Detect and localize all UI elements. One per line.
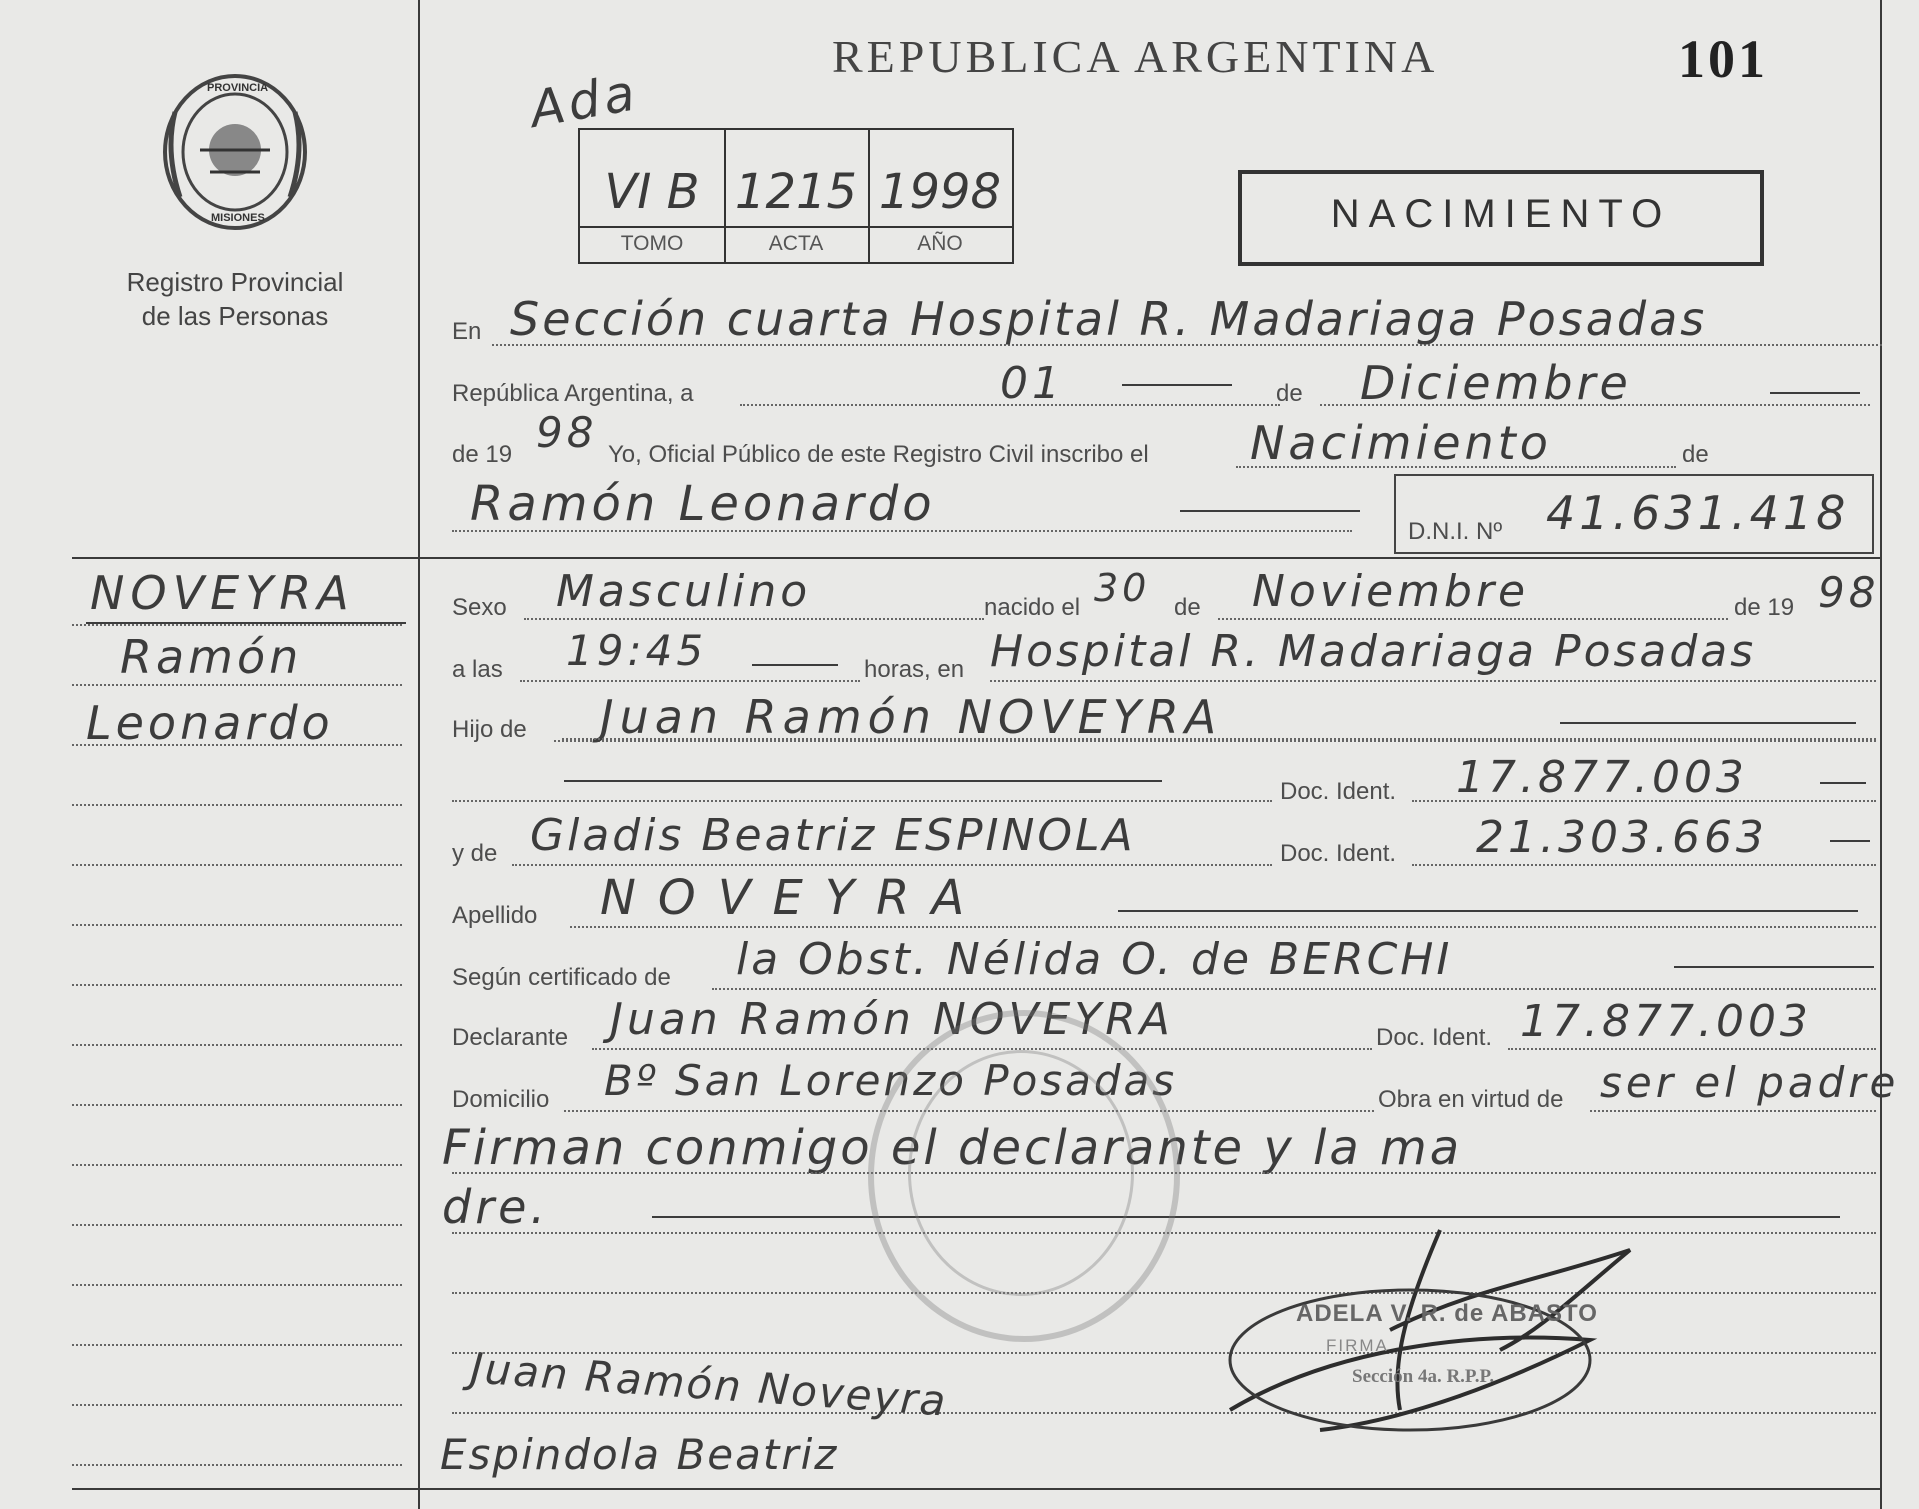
stamp-inner-ring [908,1050,1134,1296]
anio-value: 1998 [878,164,1002,220]
dash-dia [1122,384,1232,386]
mother-signature: Espindola Beatriz [440,1430,839,1479]
label-nacido-el: nacido el [984,594,1081,621]
registry-name-line2: de las Personas [141,301,329,331]
official-stamp-line3: Sección 4a. R.P.P. [1352,1366,1495,1387]
label-horas-en: horas, en [864,656,965,683]
label-hijo-de: Hijo de [452,716,527,743]
label-doc-ident-2: Doc. Ident. [1280,840,1397,867]
dash-apellido [1118,910,1858,912]
label-yo-oficial: Yo, Oficial Público de este Registro Civil inscribo el [608,441,1149,468]
value-texto-1: Firman conmigo el declarante y la ma [442,1120,1463,1176]
margin-dotted-4 [72,804,402,806]
label-sexo: Sexo [452,594,507,621]
value-dia-nac: 30 [1094,566,1151,610]
tomo-label: TOMO [580,226,724,260]
margin-dotted-11 [72,1224,402,1226]
value-texto-2: dre. [442,1180,550,1234]
province-seal [155,72,315,232]
document-type: NACIMIENTO [1330,192,1672,236]
acta-cell [724,130,870,262]
value-acto: Nacimiento [1250,416,1552,470]
label-de-1: de [1276,380,1303,407]
label-de-19: de 19 [452,441,513,468]
dotted-padre-2 [562,738,1876,740]
value-seccion: Sección cuarta Hospital R. Madariaga Posadas [510,292,1708,346]
acta-value: 1215 [734,164,858,220]
registry-name-line1: Registro Provincial [126,267,344,297]
value-anio: 98 [536,408,598,457]
label-declarante: Declarante [452,1024,569,1051]
label-de-19-b: de 19 [1734,594,1795,621]
margin-dotted-9 [72,1104,402,1106]
label-de-2: de [1682,441,1709,468]
label-obra: Obra en virtud de [1378,1086,1564,1113]
official-stamp-line2: FIRMA [1326,1336,1389,1355]
dash-doc-madre [1830,840,1870,842]
dash-padre [1560,722,1856,724]
tomo-value: VI B [604,164,700,220]
label-dni: D.N.I. Nº [1408,518,1503,545]
official-stamp-line1: ADELA V. R. de ABASTO [1296,1300,1598,1327]
label-domicilio: Domicilio [452,1086,550,1113]
margin-dotted-13 [72,1344,402,1346]
dotted-certificado [712,988,1876,990]
father-signature: Juan Ramón Noveyra [468,1343,950,1426]
value-declarante: Juan Ramón NOVEYRA [610,994,1174,1045]
margin-dotted-3 [72,744,402,746]
value-doc-madre: 21.303.663 [1476,812,1768,863]
margin-dotted-1 [72,624,402,626]
registry-name [90,265,380,333]
dash-blank [564,780,1162,782]
label-a-las: a las [452,656,503,683]
seal-text-top: PROVINCIA [207,82,269,94]
page-number: 101 [1678,29,1768,89]
dash-nombre [1180,510,1360,512]
value-sexo: Masculino [556,566,812,617]
dotted-doc-madre [1412,864,1876,866]
dash-doc-padre [1820,782,1866,784]
value-doc-padre: 17.877.003 [1456,752,1748,803]
value-nombre: Ramón Leonardo [470,476,936,532]
value-certificado: la Obst. Nélida O. de BERCHI [736,934,1453,985]
dash-certificado [1674,966,1874,968]
label-segun: Según certificado de [452,964,671,991]
country-title: REPUBLICA ARGENTINA [832,31,1439,82]
margin-dotted-6 [72,924,402,926]
margin-dotted-7 [72,984,402,986]
label-doc-ident-3: Doc. Ident. [1376,1024,1493,1051]
anio-label: AÑO [868,226,1012,260]
label-apellido: Apellido [452,902,538,929]
dotted-apellido [570,926,1876,928]
dash-hora [752,664,838,666]
dotted-madre [512,864,1272,866]
bottom-divider [72,1488,1882,1490]
tomo-cell [580,130,726,262]
record-box [578,128,1014,264]
official-signature [1210,1210,1750,1450]
document-type-box [1238,170,1764,266]
value-lugar: Hospital R. Madariaga Posadas [990,626,1757,677]
value-mes: Diciembre [1360,356,1632,410]
margin-dotted-10 [72,1164,402,1166]
seal-text-bottom: MISIONES [211,212,265,224]
margin-second-name: Leonardo [86,696,334,750]
value-domicilio: Bº San Lorenzo Posadas [604,1056,1178,1105]
label-de-3: de [1174,594,1201,621]
label-doc-ident-1: Doc. Ident. [1280,778,1397,805]
margin-dotted-2 [72,684,402,686]
dni-box [1394,474,1874,554]
left-column-border [418,0,420,1509]
value-anio-nac: 98 [1818,568,1880,617]
dotted-sexo [524,618,984,620]
official-round-stamp [868,1010,1180,1342]
value-hora: 19:45 [566,626,708,675]
dash-mes [1770,392,1860,394]
margin-dotted-8 [72,1044,402,1046]
value-mes-nac: Noviembre [1252,566,1530,617]
margin-dotted-5 [72,864,402,866]
dotted-doc-declarante [1508,1048,1876,1050]
anio-cell [868,130,1012,262]
right-border [1880,0,1882,1509]
label-en: En [452,318,482,345]
dotted-mes-nac [1218,618,1728,620]
value-madre: Gladis Beatriz ESPINOLA [530,810,1136,861]
value-dni: 41.631.418 [1546,486,1850,540]
dotted-hora [520,680,860,682]
margin-annotation: Ada [525,63,643,139]
value-dia: 01 [1000,358,1064,409]
margin-dotted-15 [72,1464,402,1466]
value-apellido: NOVEYRA [600,870,987,926]
label-republica: República Argentina, a [452,380,694,407]
margin-surname: NOVEYRA [90,566,355,620]
value-padre: Juan Ramón NOVEYRA [600,690,1223,744]
header-divider [72,557,1882,559]
dotted-lugar [990,680,1876,682]
margin-dotted-12 [72,1284,402,1286]
margin-dotted-14 [72,1404,402,1406]
value-obra: ser el padre [1600,1058,1900,1107]
margin-first-name: Ramón [120,630,303,684]
dotted-blank [452,800,1272,802]
acta-label: ACTA [724,226,868,260]
value-doc-declarante: 17.877.003 [1520,996,1812,1047]
dotted-obra [1590,1110,1876,1112]
label-y-de: y de [452,840,498,867]
